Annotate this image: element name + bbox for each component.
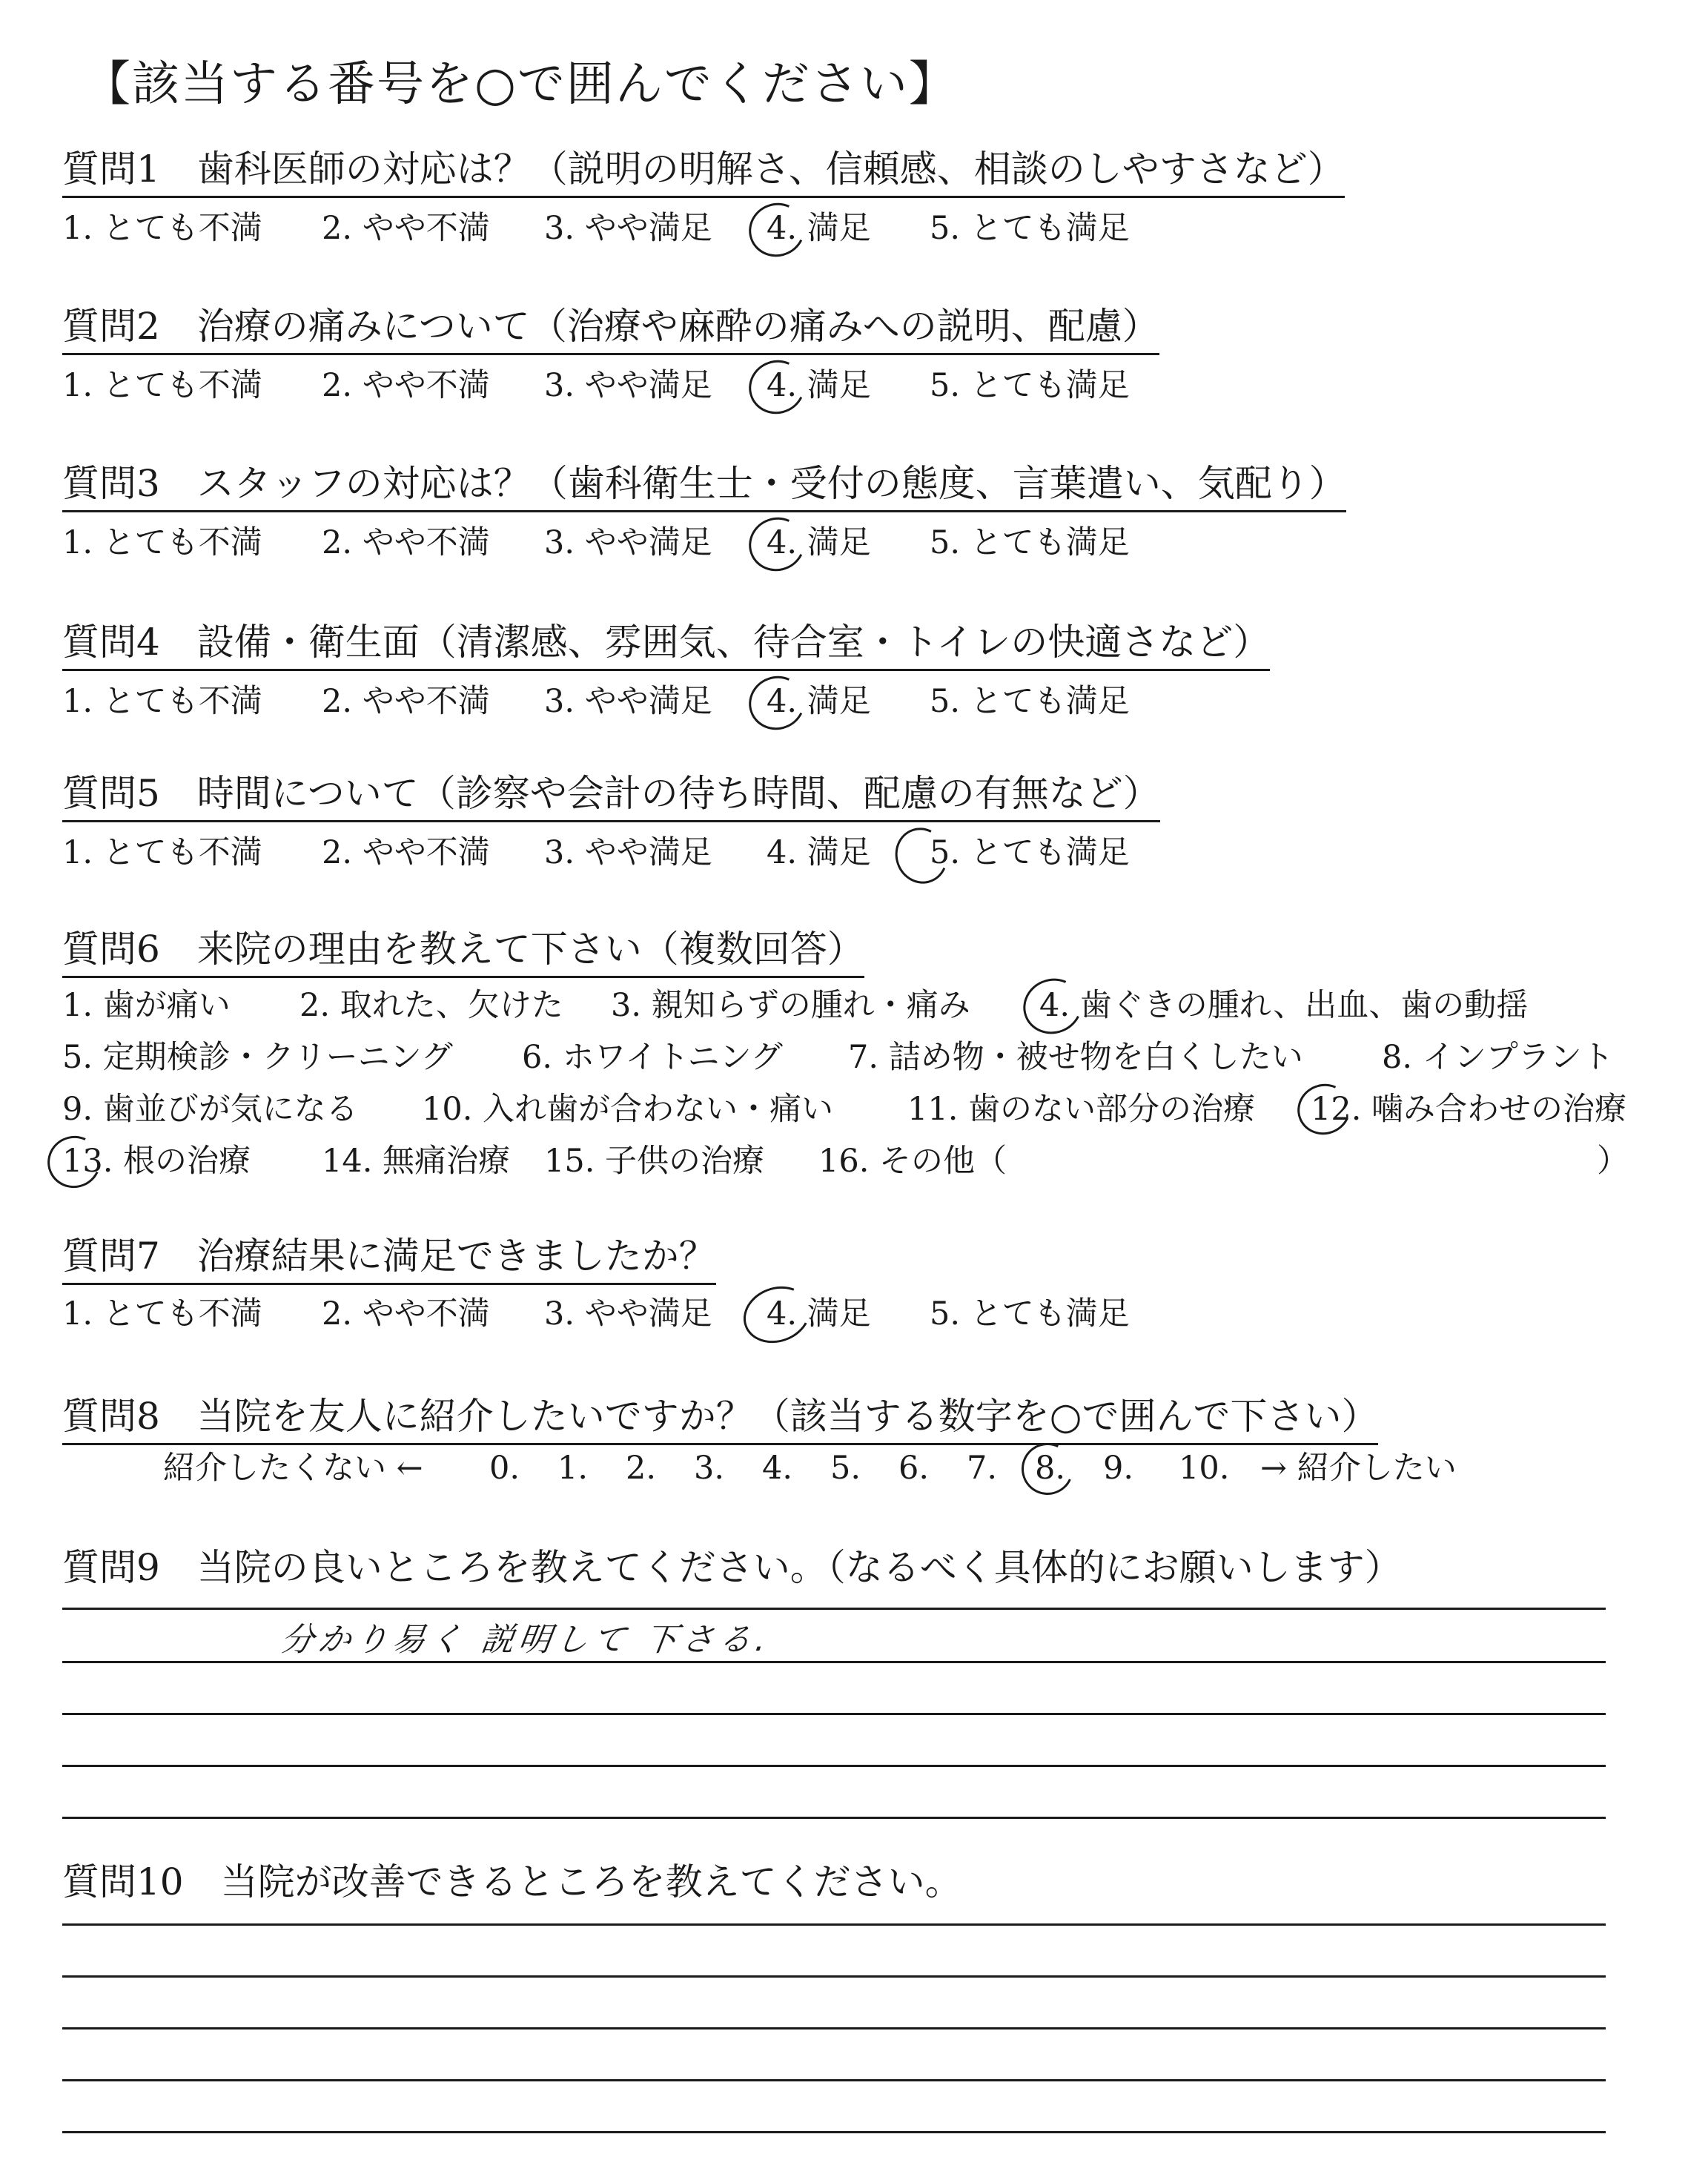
q7-option-4[interactable]: 4. 満足 — [767, 1295, 871, 1332]
question-3-label: 質問3 スタッフの対応は？（歯科衛生士・受付の態度、言葉遣い、気配り） — [62, 461, 1346, 512]
q10-answer-line-5 — [62, 2131, 1606, 2133]
q8-scale-0[interactable]: 0. — [489, 1450, 520, 1487]
q1-option-4[interactable]: 4. 満足 — [767, 210, 871, 247]
q3-option-5[interactable]: 5. とても満足 — [930, 524, 1130, 561]
q9-answer-line-2 — [62, 1661, 1606, 1663]
q4-option-5[interactable]: 5. とても満足 — [930, 683, 1130, 720]
q2-option-2[interactable]: 2. やや不満 — [322, 367, 490, 404]
q1-option-1[interactable]: 1. とても不満 — [62, 210, 262, 247]
q9-handwritten-answer[interactable]: 分かり易く 説明して 下さる. — [278, 1621, 773, 1659]
q5-option-1[interactable]: 1. とても不満 — [62, 834, 262, 871]
q8-scale-10[interactable]: 10. — [1179, 1450, 1230, 1487]
q1-option-2[interactable]: 2. やや不満 — [322, 210, 490, 247]
q7-option-2[interactable]: 2. やや不満 — [322, 1295, 490, 1332]
q9-answer-line-5 — [62, 1817, 1606, 1819]
page-title: 【該当する番号を○で囲んでください】 — [83, 57, 958, 112]
q6-option-4[interactable]: 4. 歯ぐきの腫れ、出血、歯の動揺 — [1039, 987, 1529, 1024]
question-2-options — [62, 366, 1323, 411]
q6-option-7[interactable]: 7. 詰め物・被せ物を白くしたい — [848, 1039, 1303, 1076]
q8-scale-2[interactable]: 2. — [626, 1450, 657, 1487]
q6-other-close-paren: ） — [1597, 1143, 1629, 1180]
question-8-label: 質問8 当院を友人に紹介したいですか？（該当する数字を○で囲んで下さい） — [62, 1394, 1378, 1445]
q2-option-3[interactable]: 3. やや満足 — [544, 367, 712, 404]
q5-option-5[interactable]: 5. とても満足 — [930, 834, 1130, 871]
question-4-label: 質問4 設備・衛生面（清潔感、雰囲気、待合室・トイレの快適さなど） — [62, 620, 1270, 671]
question-5-options — [62, 833, 1323, 878]
q10-answer-line-4 — [62, 2079, 1606, 2081]
q5-option-2[interactable]: 2. やや不満 — [322, 834, 490, 871]
q6-option-9[interactable]: 9. 歯並びが気になる — [62, 1091, 358, 1128]
question-9-label: 質問9 当院の良いところを教えてください。（なるべく具体的にお願いします） — [62, 1546, 1402, 1589]
q6-option-10[interactable]: 10. 入れ歯が合わない・痛い — [422, 1091, 834, 1128]
q6-option-8[interactable]: 8. インプラント — [1382, 1039, 1614, 1076]
q7-option-5[interactable]: 5. とても満足 — [930, 1295, 1130, 1332]
q8-scale-7[interactable]: 7. — [967, 1450, 998, 1487]
question-10-label: 質問10 当院が改善できるところを教えてください。 — [62, 1860, 962, 1903]
q10-answer-line-2 — [62, 1975, 1606, 1978]
q5-option-3[interactable]: 3. やや満足 — [544, 834, 712, 871]
q10-answer-line-1 — [62, 1923, 1606, 1926]
q6-option-15[interactable]: 15. 子供の治療 — [544, 1143, 765, 1180]
q8-selection-circle — [1014, 1436, 1081, 1502]
question-6-label: 質問6 来院の理由を教えて下さい（複数回答） — [62, 927, 864, 978]
q4-selection-circle — [741, 668, 812, 738]
q2-option-1[interactable]: 1. とても不満 — [62, 367, 262, 404]
q8-right-label: → 紹介したい — [1260, 1450, 1457, 1487]
q3-option-4[interactable]: 4. 満足 — [767, 524, 871, 561]
q6-option-5[interactable]: 5. 定期検診・クリーニング — [62, 1039, 453, 1076]
q4-option-2[interactable]: 2. やや不満 — [322, 683, 490, 720]
q8-scale-5[interactable]: 5. — [830, 1450, 861, 1487]
q5-option-4[interactable]: 4. 満足 — [767, 834, 871, 871]
q3-option-2[interactable]: 2. やや不満 — [322, 524, 490, 561]
q8-scale-1[interactable]: 1. — [557, 1450, 589, 1487]
q8-scale-6[interactable]: 6. — [898, 1450, 930, 1487]
q3-option-3[interactable]: 3. やや満足 — [544, 524, 712, 561]
question-5-label: 質問5 時間について（診察や会計の待ち時間、配慮の有無など） — [62, 771, 1160, 822]
q6-option-16[interactable]: 16. その他（ — [818, 1143, 1007, 1180]
q6-option-2[interactable]: 2. 取れた、欠けた — [299, 987, 563, 1024]
question-4-options — [62, 682, 1323, 727]
q6-option-11[interactable]: 11. 歯のない部分の治療 — [907, 1091, 1256, 1128]
q9-answer-line-4 — [62, 1765, 1606, 1767]
question-1-options — [62, 209, 1323, 254]
q9-answer-line-1 — [62, 1608, 1606, 1610]
question-7-options — [62, 1295, 1323, 1339]
q10-answer-line-3 — [62, 2027, 1606, 2029]
question-7-label: 質問7 治療結果に満足できましたか？ — [62, 1234, 716, 1285]
q7-option-1[interactable]: 1. とても不満 — [62, 1295, 262, 1332]
question-2-label: 質問2 治療の痛みについて（治療や麻酔の痛みへの説明、配慮） — [62, 304, 1159, 355]
q1-selection-circle — [741, 195, 812, 265]
q6-selection-circle-12 — [1291, 1077, 1358, 1143]
q1-option-3[interactable]: 3. やや満足 — [544, 210, 712, 247]
q8-left-label: 紹介したくない ← — [163, 1450, 423, 1487]
q5-selection-circle — [887, 820, 956, 891]
q6-selection-circle-13 — [40, 1129, 108, 1195]
q8-scale-4[interactable]: 4. — [762, 1450, 793, 1487]
q6-option-1[interactable]: 1. 歯が痛い — [62, 987, 231, 1024]
q2-option-5[interactable]: 5. とても満足 — [930, 367, 1130, 404]
q8-scale-9[interactable]: 9. — [1103, 1450, 1134, 1487]
q1-option-5[interactable]: 5. とても満足 — [930, 210, 1130, 247]
q8-scale-8[interactable]: 8. — [1035, 1450, 1066, 1487]
q3-selection-circle — [741, 509, 812, 579]
q6-option-3[interactable]: 3. 親知らずの腫れ・痛み — [611, 987, 970, 1024]
question-3-options — [62, 524, 1323, 568]
question-6-options — [62, 986, 1664, 1209]
q7-selection-circle — [735, 1277, 818, 1352]
q6-option-14[interactable]: 14. 無痛治療 — [322, 1143, 511, 1180]
q8-scale-3[interactable]: 3. — [694, 1450, 725, 1487]
q2-selection-circle — [741, 352, 812, 422]
q7-option-3[interactable]: 3. やや満足 — [544, 1295, 712, 1332]
q3-option-1[interactable]: 1. とても不満 — [62, 524, 262, 561]
q4-option-3[interactable]: 3. やや満足 — [544, 683, 712, 720]
question-1-label: 質問1 歯科医師の対応は？（説明の明解さ、信頼感、相談のしやすさなど） — [62, 147, 1345, 198]
q4-option-4[interactable]: 4. 満足 — [767, 683, 871, 720]
q6-selection-circle-4 — [1016, 971, 1090, 1043]
q6-option-6[interactable]: 6. ホワイトニング — [522, 1039, 783, 1076]
q6-option-12[interactable]: 12. 噛み合わせの治療 — [1311, 1091, 1627, 1128]
q9-answer-line-3 — [62, 1713, 1606, 1715]
q6-option-13[interactable]: 13. 根の治療 — [62, 1143, 251, 1180]
question-8-scale — [163, 1449, 1497, 1493]
q2-option-4[interactable]: 4. 満足 — [767, 367, 871, 404]
q4-option-1[interactable]: 1. とても不満 — [62, 683, 262, 720]
